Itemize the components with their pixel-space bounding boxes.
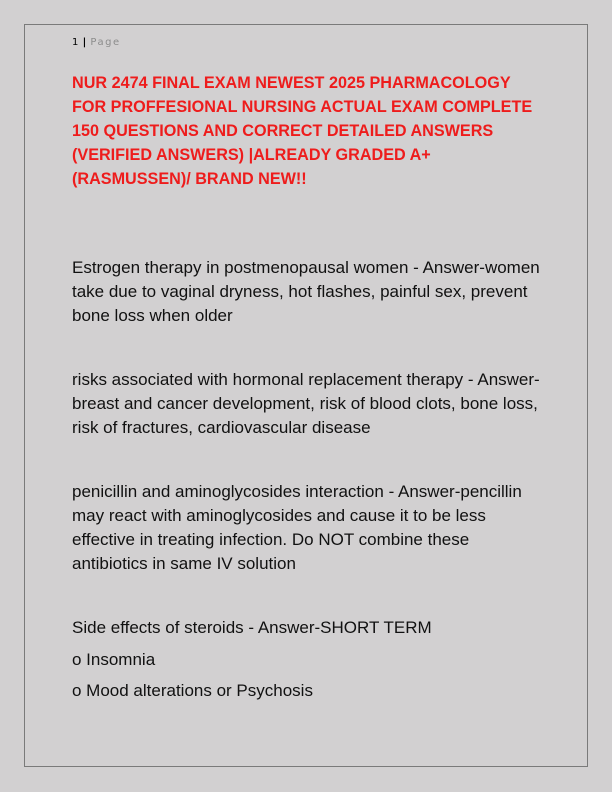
qa-item-estrogen-therapy: Estrogen therapy in postmenopausal women - Answer-women take due to vaginal dryness, hot flashes, painful sex, prevent bone loss when older — [72, 258, 540, 325]
list-item: o Mood alterations or Psychosis — [72, 681, 313, 700]
document-title: NUR 2474 FINAL EXAM NEWEST 2025 PHARMACOLOGY FOR PROFFESIONAL NURSING ACTUAL EXAM COMPLETE 150 QUESTIONS AND CORRECT DETAILED ANSWERS (VERIFIED ANSWERS) |ALREADY GRADED A+(RASMUSSEN)/ BRAND NEW!! — [72, 74, 533, 188]
qa-item-penicillin-interaction: penicillin and aminoglycosides interaction - Answer-pencillin may react with aminoglycosides and cause it to be less effective in treating infection. Do NOT combine these antibiotics in same IV solution — [72, 482, 522, 573]
list-item: o Insomnia — [72, 650, 156, 669]
page-number-separator: | — [82, 37, 87, 48]
page-label: Page — [90, 37, 121, 48]
qa-item-hrt-risks: risks associated with hormonal replacement therapy - Answer-breast and cancer development, risk of blood clots, bone loss, risk of fractures, cardiovascular disease — [72, 370, 540, 437]
qa-item-steroid-side-effects: Side effects of steroids - Answer-SHORT TERM — [72, 618, 432, 637]
page-number-header — [72, 37, 121, 48]
page-number: 1 — [72, 37, 79, 48]
